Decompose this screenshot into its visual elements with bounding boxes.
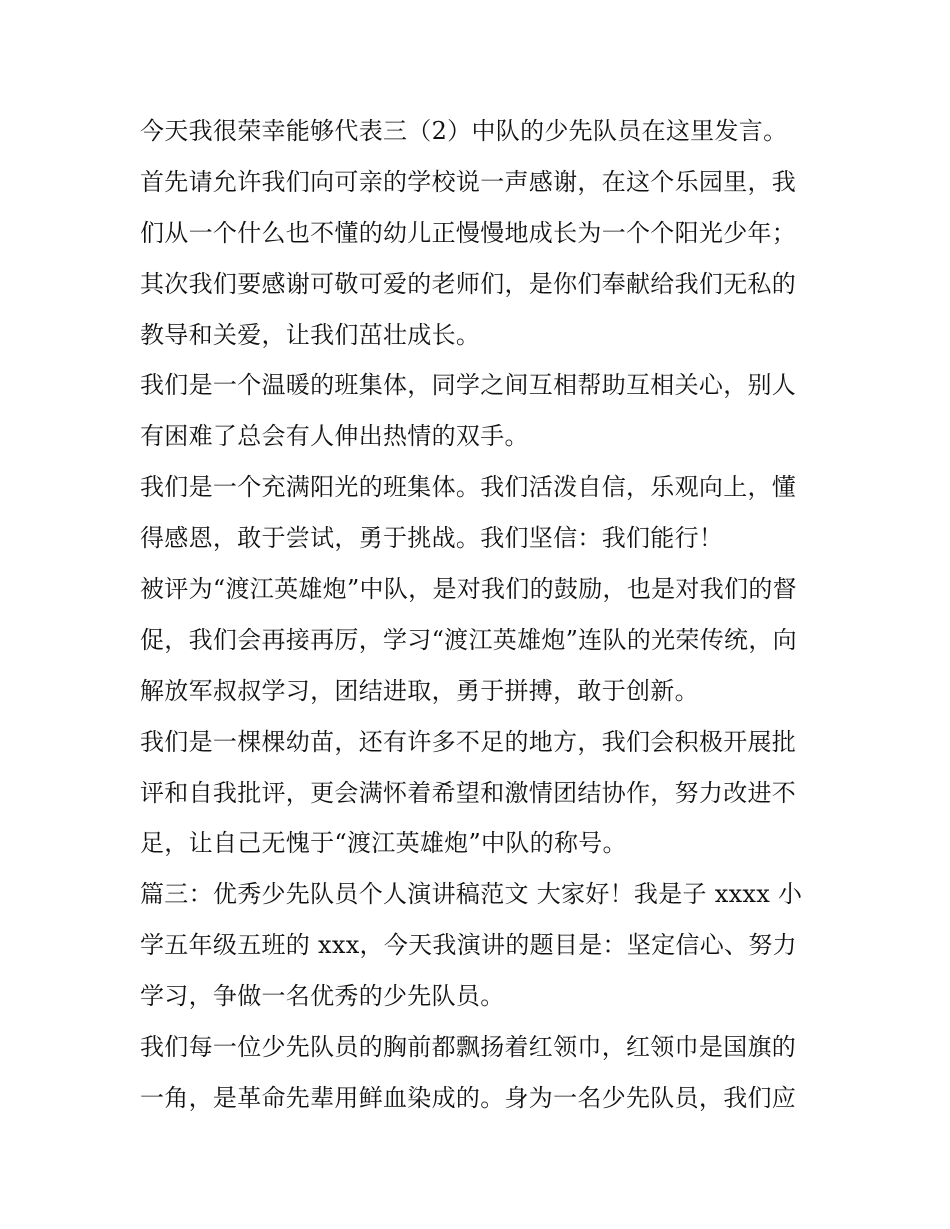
text-line: 其次我们要感谢可敬可爱的老师们，是你们奉献给我们无私的 xyxy=(140,269,797,298)
text-line: 首先请允许我们向可亲的学校说一声感谢，在这个乐园里，我 xyxy=(140,167,797,196)
text-line: 我们是一个充满阳光的班集体。我们活泼自信，乐观向上，懂 xyxy=(140,473,797,502)
text-line: 今天我很荣幸能够代表三（2）中队的少先队员在这里发言。 xyxy=(140,117,788,145)
text-line: 被评为“渡江英雄炮”中队，是对我们的鼓励，也是对我们的督 xyxy=(140,575,797,604)
text-line: 教导和关爱，让我们茁壮成长。 xyxy=(140,320,481,349)
text-line: 我们是一个温暖的班集体，同学之间互相帮助互相关心，别人 xyxy=(140,371,797,400)
text-line: 得感恩，敢于尝试，勇于挑战。我们坚信：我们能行！ xyxy=(140,524,724,553)
section-heading-line: 篇三：优秀少先队员个人演讲稿范文 大家好！我是子 xxxx 小 xyxy=(140,880,803,909)
text-line: 学习，争做一名优秀的少先队员。 xyxy=(140,982,505,1011)
text-line: 足，让自己无愧于“渡江英雄炮”中队的称号。 xyxy=(140,829,627,858)
text-line: 解放军叔叔学习，团结进取，勇于拼搏，敢于创新。 xyxy=(140,676,699,705)
text-line: 有困难了总会有人伸出热情的双手。 xyxy=(140,422,529,451)
text-line: 学五年级五班的 xxx，今天我演讲的题目是：坚定信心、努力 xyxy=(140,931,797,960)
text-line: 们从一个什么也不懂的幼儿正慢慢地成长为一个个阳光少年； xyxy=(140,218,797,247)
text-line: 我们每一位少先队员的胸前都飘扬着红领巾，红领巾是国旗的 xyxy=(140,1033,797,1062)
text-line: 促，我们会再接再厉，学习“渡江英雄炮”连队的光荣传统，向 xyxy=(140,625,797,654)
text-line: 一角，是革命先辈用鲜血染成的。身为一名少先队员，我们应 xyxy=(140,1083,797,1112)
text-line: 评和自我批评，更会满怀着希望和激情团结协作，努力改进不 xyxy=(140,778,797,807)
text-line: 我们是一棵棵幼苗，还有许多不足的地方，我们会积极开展批 xyxy=(140,727,797,756)
document-body xyxy=(140,106,820,1124)
